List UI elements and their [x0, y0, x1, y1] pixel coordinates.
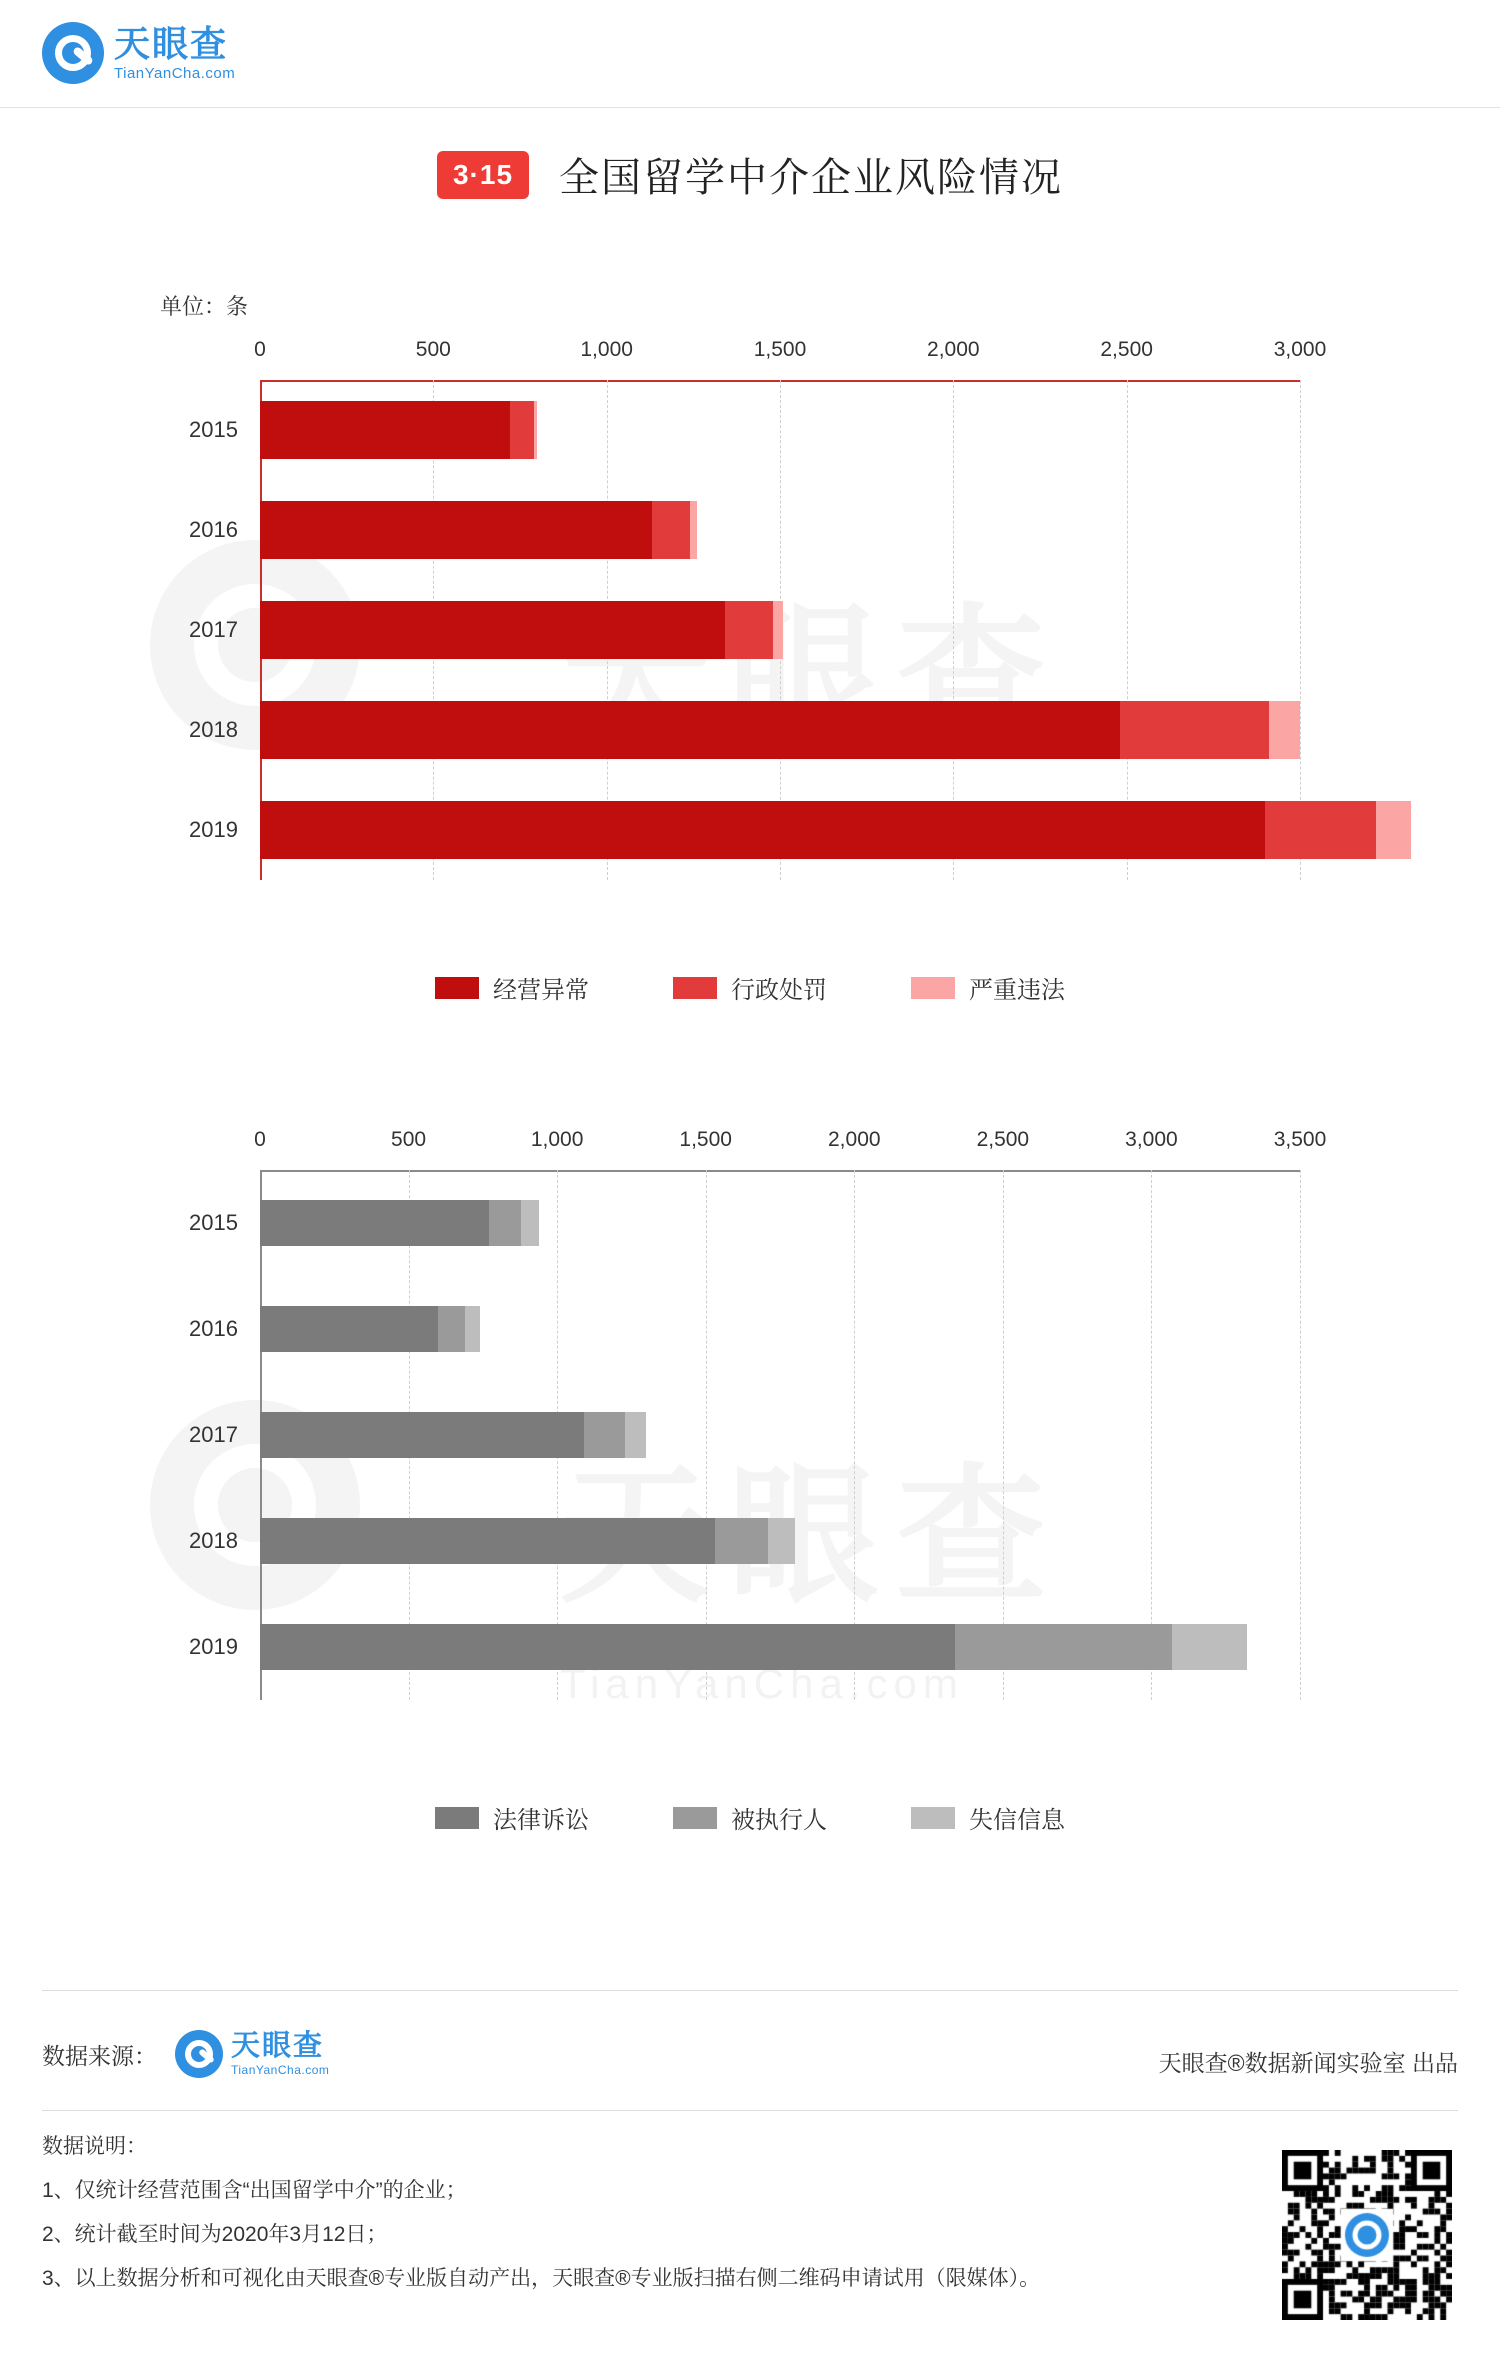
bar-row [260, 1412, 1300, 1458]
y-axis-tick-label: 2017 [189, 617, 238, 642]
bar-row [260, 701, 1300, 759]
y-axis-tick-label: 2018 [189, 1528, 238, 1553]
legend-label: 失信信息 [969, 1807, 1065, 1834]
footer-logo-text [231, 2032, 329, 2076]
bar-segment-被执行人 [715, 1518, 768, 1564]
legend-swatch [911, 977, 955, 999]
x-axis-tick-label: 500 [391, 1128, 427, 1151]
brand-name-cn: 天眼查 [114, 22, 229, 64]
brand-logo [42, 22, 235, 84]
y-axis-tick-label: 2018 [189, 717, 238, 742]
legend-label: 严重违法 [969, 977, 1065, 1004]
legend-swatch [673, 977, 717, 999]
x-axis-tick-label: 2,000 [927, 338, 980, 361]
chart1-plot-area [189, 338, 1327, 880]
watermark-subtext-2: TianYanCha.com [560, 1660, 964, 1707]
legend-item [911, 1800, 1065, 1835]
x-axis-tick-label: 1,500 [753, 338, 807, 361]
x-axis-tick-label: 2,000 [828, 1128, 881, 1151]
legend-label: 被执行人 [731, 1807, 827, 1834]
tianyancha-logo-icon-footer [175, 2030, 223, 2078]
legend-item [911, 970, 1065, 1005]
legend-swatch [673, 1807, 717, 1829]
bar-segment-行政处罚 [510, 401, 534, 459]
chart1-legend [0, 970, 1500, 1005]
bar-segment-严重违法 [690, 501, 697, 559]
bar-segment-行政处罚 [1120, 701, 1269, 759]
y-axis-tick-label: 2015 [189, 1210, 238, 1235]
bar-row [260, 1624, 1300, 1670]
legend-item [435, 1800, 589, 1835]
bar-segment-被执行人 [584, 1412, 626, 1458]
chart2-legend [0, 1800, 1500, 1835]
bar-segment-严重违法 [1269, 701, 1300, 759]
footer-brand-name-cn: 天眼查 [231, 2030, 325, 2062]
chart1-unit-label: 单位：条 [160, 294, 249, 319]
bar-segment-法律诉讼 [260, 1518, 715, 1564]
x-axis-tick-label: 2,500 [1100, 338, 1153, 361]
tianyancha-logo-icon [42, 22, 104, 84]
bar-segment-行政处罚 [725, 601, 774, 659]
gridline [1300, 1170, 1302, 1700]
bar-segment-严重违法 [534, 401, 537, 459]
y-axis-tick-label: 2015 [189, 417, 238, 442]
footer-brand-name-en: TianYanCha.com [231, 2063, 330, 2077]
notes-title: 数据说明： [42, 2135, 147, 2158]
brand-logo-text [114, 22, 236, 82]
notes-block [42, 2125, 1192, 2301]
legend-item [435, 970, 589, 1005]
legend-swatch [435, 1807, 479, 1829]
bar-segment-经营异常 [260, 501, 652, 559]
date-badge: 3·15 [437, 151, 529, 199]
bar-segment-失信信息 [1172, 1624, 1246, 1670]
qr-code[interactable] [1282, 2150, 1452, 2320]
bar-segment-经营异常 [260, 401, 510, 459]
bar-segment-被执行人 [438, 1306, 465, 1352]
y-axis-tick-label: 2017 [189, 1422, 238, 1447]
bar-segment-被执行人 [489, 1200, 522, 1246]
note-item-3: 3、以上数据分析和可视化由天眼查®专业版自动产出，天眼查®专业版扫描右侧二维码申请试用（限媒体）。 [42, 2267, 1041, 2290]
bar-segment-法律诉讼 [260, 1306, 438, 1352]
legend-swatch [911, 1807, 955, 1829]
brand-name-en: TianYanCha.com [114, 64, 236, 82]
footer-divider-2 [42, 2110, 1458, 2111]
chart2-plot-area [189, 1128, 1327, 1700]
bar-row [260, 401, 1300, 459]
title-row [0, 146, 1500, 203]
x-axis-tick-label: 3,000 [1125, 1128, 1178, 1151]
y-axis-tick-label: 2016 [189, 1316, 238, 1341]
x-axis-line [260, 1170, 1300, 1172]
x-axis-tick-label: 1,000 [530, 1128, 584, 1151]
chart-risk-records [0, 270, 1500, 1060]
bar-segment-行政处罚 [1265, 801, 1376, 859]
legend-item [673, 970, 827, 1005]
page-title: 全国留学中介企业风险情况 [559, 156, 1064, 200]
legend-label: 行政处罚 [731, 977, 827, 1004]
legend-label: 经营异常 [493, 977, 589, 1004]
y-axis-tick-label: 2019 [189, 817, 238, 842]
x-axis-tick-label: 3,000 [1273, 338, 1327, 361]
y-axis-tick-label: 2019 [189, 1634, 238, 1659]
x-axis-tick-label: 0 [254, 338, 266, 361]
bar-segment-失信信息 [521, 1200, 539, 1246]
produced-by-label: 天眼查®数据新闻实验室 出品 [1158, 2050, 1458, 2076]
bar-segment-经营异常 [260, 801, 1265, 859]
bar-segment-经营异常 [260, 701, 1120, 759]
bar-segment-失信信息 [625, 1412, 646, 1458]
bar-row [260, 1518, 1300, 1564]
x-axis-tick-label: 0 [254, 1128, 266, 1151]
bar-segment-严重违法 [773, 601, 783, 659]
bar-segment-经营异常 [260, 601, 725, 659]
x-axis-tick-label: 500 [415, 338, 451, 361]
legend-swatch [435, 977, 479, 999]
bar-row [260, 1306, 1300, 1352]
bar-segment-法律诉讼 [260, 1200, 489, 1246]
page-header [0, 0, 1500, 108]
bar-segment-失信信息 [465, 1306, 480, 1352]
bar-segment-行政处罚 [652, 501, 690, 559]
x-axis-tick-label: 3,500 [1273, 1128, 1327, 1151]
bar-segment-法律诉讼 [260, 1624, 955, 1670]
bar-segment-严重违法 [1376, 801, 1411, 859]
bar-row [260, 1200, 1300, 1246]
legend-label: 法律诉讼 [493, 1807, 589, 1834]
data-source-row [42, 2030, 329, 2078]
bar-segment-被执行人 [955, 1624, 1172, 1670]
footer-divider [42, 1990, 1458, 1991]
bar-segment-法律诉讼 [260, 1412, 584, 1458]
y-axis-tick-label: 2016 [189, 517, 238, 542]
x-axis-tick-label: 1,000 [580, 338, 633, 361]
x-axis-tick-label: 2,500 [976, 1128, 1030, 1151]
note-item-2: 2、统计截至时间为2020年3月12日； [42, 2223, 388, 2246]
bar-row [260, 601, 1300, 659]
note-item-1: 1、仅统计经营范围含“出国留学中介”的企业； [42, 2179, 467, 2202]
bar-segment-失信信息 [768, 1518, 795, 1564]
bar-row [260, 501, 1300, 559]
legend-item [673, 1800, 827, 1835]
x-axis-tick-label: 1,500 [679, 1128, 732, 1151]
data-source-label: 数据来源： [42, 2042, 157, 2069]
chart-legal-records [0, 1100, 1500, 1930]
bar-row [260, 801, 1300, 859]
